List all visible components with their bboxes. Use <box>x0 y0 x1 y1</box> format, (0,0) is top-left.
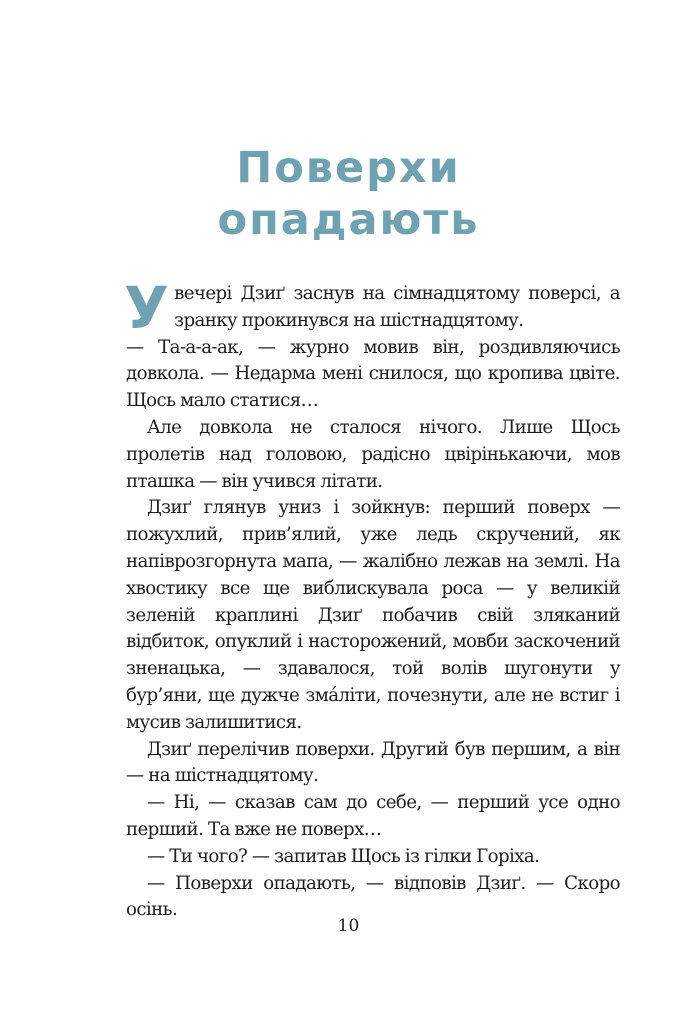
paragraph-3: Але довкола не сталося нічого. Лише Щось пролетів над головою, радісно цвірінькаючи, мов пташка — він учився літати. <box>126 416 620 492</box>
paragraph-2: — Та-а-а-ак, — журно мовив він, роздивляючись довкола. — Недарма мені снилося, що кропива цвіте. Щось мало статися… <box>126 336 620 412</box>
paragraph-8: — Поверхи опадають, — відповів Дзиґ. — Скоро осінь. <box>126 872 620 921</box>
page-number: 10 <box>337 916 360 936</box>
paragraph-1 <box>124 274 620 342</box>
paragraph-6: — Ні, — сказав сам до себе, — перший усе одно перший. Та вже не поверх… <box>126 792 620 840</box>
paragraph-5: Дзиґ перелічив поверхи. Другий був першим, а він — на шістнадцятому. <box>126 738 620 787</box>
chapter-title-line-2: опадають <box>217 195 480 245</box>
paragraph-4: Дзиґ глянув униз і зойкнув: перший поверх — пожухлий, прив’ялий, уже ледь скручений, як напіврозгорнута мапа, — жалібно лежав на землі. На хвостику все ще виблискувала роса — у великій зеленій краплині Дзиґ побачив свій зляканий відбиток, опуклий і насторожений, мовби заскочений зненацька, — здавалося, той волів шугонути у бур’яни, ще дужче зма́літи, почезнути, але не встиг і мусив залишитися. <box>126 497 620 733</box>
paragraph-1-text: вечері Дзиґ заснув на сімнадцятому поверсі, а зранку прокинувся на шістнадцятому. <box>174 283 620 331</box>
body-text <box>124 274 620 924</box>
paragraph-7: — Ти чого? — запитав Щось із гілки Горіха. <box>147 845 540 867</box>
chapter-title <box>0 142 697 246</box>
drop-cap: У <box>124 274 169 342</box>
chapter-title-line-1: Поверхи <box>236 143 461 193</box>
